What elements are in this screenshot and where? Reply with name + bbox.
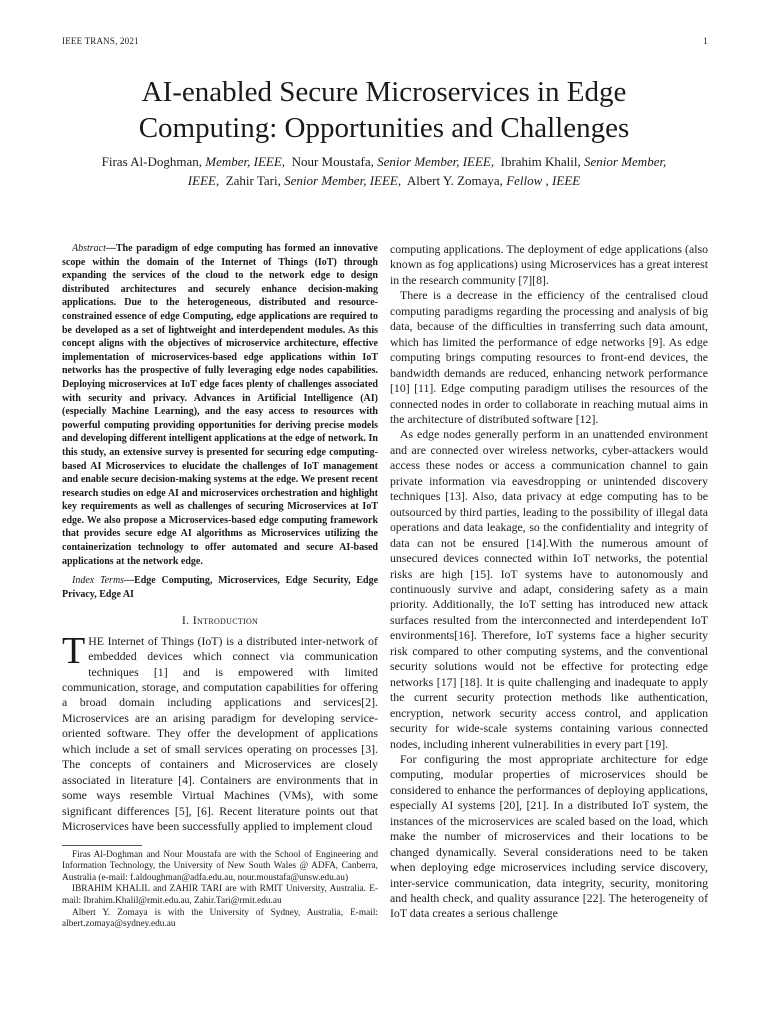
footnote-rule <box>62 845 142 846</box>
author-list <box>96 152 672 190</box>
author-name: Albert Y. Zomaya, <box>406 173 503 188</box>
footnote: IBRAHIM KHALIL and ZAHIR TARI are with RMIT University, Australia. E-mail: Ibrahim.Khalil@rmit.edu.au, Zahir.Tari@rmit.edu.au <box>62 884 378 906</box>
author-name: Ibrahim Khalil, <box>500 154 581 169</box>
title-line-1: AI-enabled Secure Microservices in Edge <box>141 76 627 108</box>
section-number: I. <box>181 613 190 628</box>
page-number: 1 <box>703 36 708 46</box>
index-terms-text: —Edge Computing, Microservices, Edge Security, Edge Privacy, Edge AI <box>62 575 379 600</box>
author-name: Nour Moustafa, <box>291 154 374 169</box>
author-role: Senior Member, IEEE, <box>377 154 495 169</box>
right-column <box>390 242 708 922</box>
intro-paragraph <box>62 629 378 835</box>
section-heading <box>62 613 378 628</box>
intro-text: HE Internet of Things (IoT) is a distributed inter-network of embedded devices which connect via communication techniques [1] and is empowered with limited communication, storage, and computation capabilities for offering a broad domain including applications and services[2]. Microservices are an arising paradigm for developing service-oriented software. They offer the development of applications which include a set of small services operating on processes [3]. The concepts of containers and Microservices are closely associated in literature [4]. Containers are environments that in some ways resemble Virtual Machines (VMs), with some significant differences [5], [6]. Recent literature points out that Microservices have been successfully applied to implement cloud <box>62 633 378 834</box>
author-role: Senior Member, IEEE, <box>187 154 667 188</box>
footnote: Albert Y. Zomaya is with the University of Sydney, Australia, E-mail: albert.zomaya@sydney.edu.au <box>62 907 378 930</box>
footnote: Firas Al-Doghman and Nour Moustafa are with the School of Engineering and Information Technology, the University of New South Wales @ ADFA, Canberra, Australia (e-mail: f.aldoughman@adfa.edu.au, nour.moustafa@unsw.edu.au) <box>62 849 378 883</box>
left-column <box>62 242 378 931</box>
author-name: Firas Al-Doghman, <box>101 154 203 169</box>
author-role: Member, IEEE, <box>205 154 286 169</box>
author-role: Senior Member, IEEE, <box>284 173 402 188</box>
body-paragraph: There is a decrease in the efficiency of the centralised cloud computing paradigms regarding the processing and analysis of big data, because of the difficulties in transferring such data amount, which has limited the performance of edge networks [9]. As edge computing brings computing resources to front-end devices, the bandwidth demands are reduced, enhancing network performance [10] [11]. Edge computing paradigm utilises the resources of the connected nodes in order to collaborate in reaching mutual aims in the architecture of distributed software [12]. <box>390 288 708 426</box>
author-role: Fellow , IEEE <box>506 173 581 188</box>
paper-title <box>0 74 768 146</box>
body-paragraph: computing applications. The deployment of edge applications (also known as fog applications) using Microservices has a great interest in the research community [7][8]. <box>390 242 708 287</box>
index-terms-lead: Index Terms <box>72 575 125 587</box>
author-name: Zahir Tari, <box>225 173 281 188</box>
abstract-text: —The paradigm of edge computing has formed an innovative scope within the domain of the Internet of Things (IoT) through expanding the services of the cloud to the network edge to design distributed architectures and securely enhance decision-making applications. Due to the heterogeneous, distributed and resource-constrained essence of edge Computing, edge applications are required to be developed as a set of lightweight and interdependent modules. As this concept aligns with the objectives of microservice architecture, effective implementation of microservices-based edge applications within IoT networks has the prospective of fully leveraging edge nodes capabilities. Deploying microservices at IoT edge faces plenty of challenges associated with security and privacy. Advances in Artificial Intelligence (AI) (especially Machine Learning), and the easy access to resources with powerful computing providing opportunities for deriving precise models and developing different intelligent applications at the edge of network. In this study, an extensive survey is presented for securing edge computing-based AI Microservices to elucidate the challenges of IoT management and enable secure decision-making systems at the edge. We present recent research studies on edge AI and microservices orchestration and highlight key requirements as well as challenges of securing Microservices at IoT edge. We also propose a Microservices-based edge computing framework that provides secure edge AI algorithms as Microservices utilizing the containerization technology to offer automated and secure AI-based applications at the network edge. <box>62 243 378 567</box>
body-paragraph: For configuring the most appropriate architecture for edge computing, modular properties of microservices should be considered to enhance the performances of deploying applications, especially AI systems [20], [21]. In a distributed IoT system, the instances of the microservices are scaled based on the load, which make the number of microservices and their locations to be changed dynamically. Several considerations need to be taken when deploying edge microservices including service discovery, inter-service communication, data integrity, security, monitoring and health check, and quality assurance [22]. The heterogeneity of IoT data creates a serious challenge <box>390 751 708 921</box>
running-header: IEEE TRANS, 2021 <box>62 36 139 46</box>
abstract-lead: Abstract <box>72 243 106 254</box>
abstract <box>62 242 378 568</box>
section-title: Introduction <box>192 613 259 628</box>
index-terms <box>62 574 378 601</box>
drop-cap: T <box>62 629 86 672</box>
title-line-2: Computing: Opportunities and Challenges <box>138 112 630 144</box>
body-paragraph: As edge nodes generally perform in an unattended environment and are connected over wireless networks, cyber-attackers would access these nodes or access a communication channel to gain private information via eavesdropping or unintended discovery techniques [13]. Also, data privacy at edge computing has to be outsourced by third parties, leading to the possibility of illegal data operations and data leakage, so the confidentiality and integrity of data can not be ensured [14].With the numerous amount of unsecured devices connected within IoT networks, the potential risks are high [15]. IoT systems have to autonomously and continuously survive and adapt, considering safety as a main priority. Additionally, the IoT setting has introduced new attack surfaces resulted from the interconnected and interdependent IoT environments[16]. Therefore, IoT systems face a higher security risk compared to other computing systems, and the conventional security solutions would not be effective for protecting edge networks [17] [18]. It is quite challenging and inadequate to apply the current security protection methods like authentication, encryption, network security access control, and application security for wide-scale systems containing various connected nodes, including inherent vulnerabilities in every part [19]. <box>390 427 708 751</box>
